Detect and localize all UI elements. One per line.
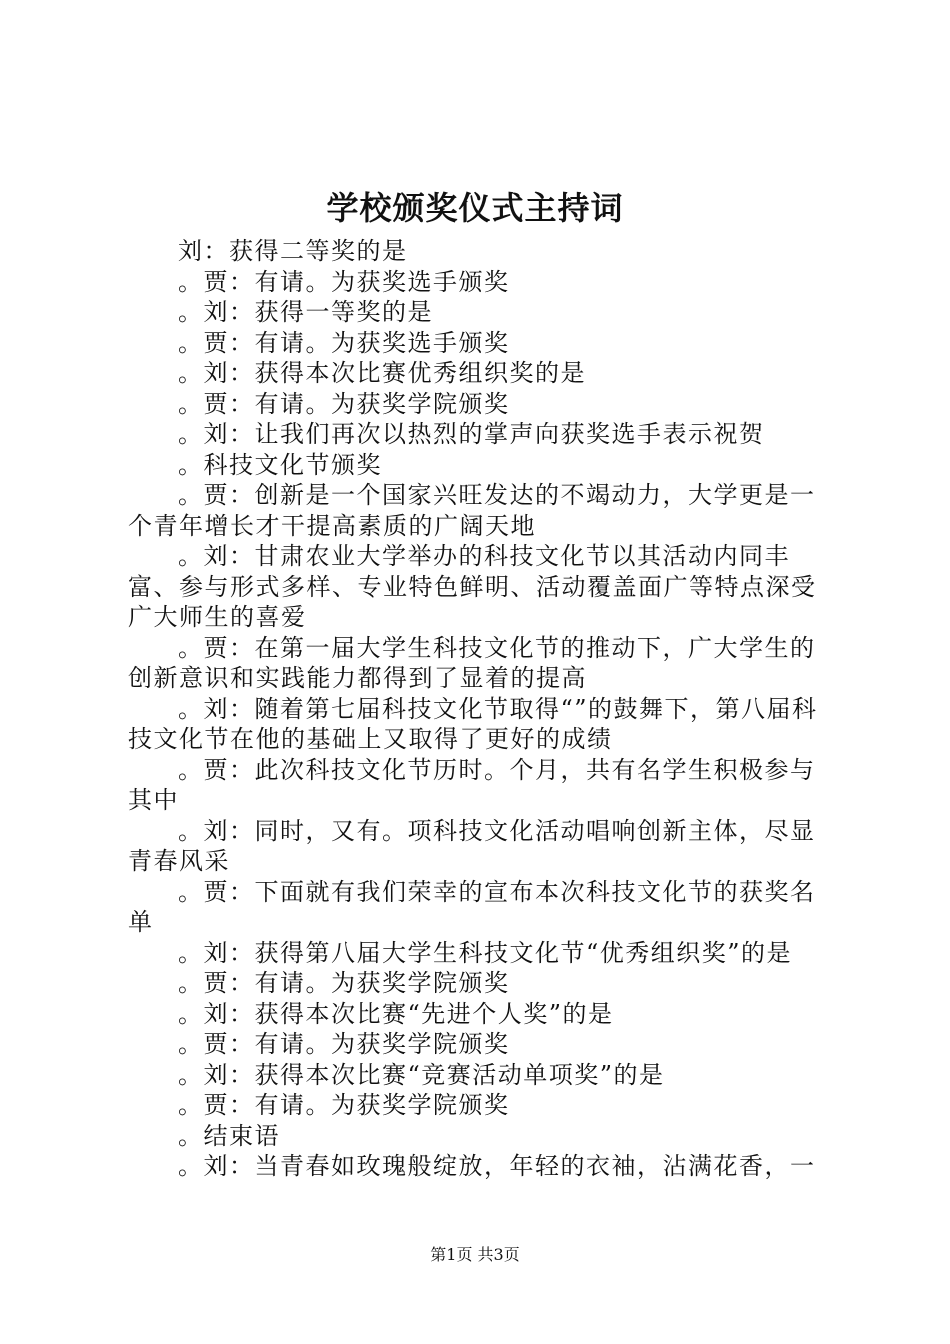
paragraph: 。刘：获得本次比赛“竞赛活动单项奖”的是 bbox=[178, 1060, 665, 1089]
paragraph: 。刘：获得第八届大学生科技文化节“优秀组织奖”的是 bbox=[178, 938, 793, 967]
document-body bbox=[128, 236, 828, 1182]
paragraph: 刘：获得二等奖的是 bbox=[178, 237, 408, 265]
paragraph: 。贾：在第一届大学生科技文化节的推动下，广大学生的创新意识和实践能力都得到了显着的提高 bbox=[128, 633, 816, 692]
paragraph: 。结束语 bbox=[178, 1121, 280, 1150]
paragraph: 。贾：有请。为获奖选手颁奖 bbox=[178, 328, 510, 357]
paragraph: 。刘：获得本次比赛优秀组织奖的是 bbox=[178, 359, 586, 387]
paragraph: 。贾：有请。为获奖学院颁奖 bbox=[178, 969, 510, 997]
paragraph: 。刘：让我们再次以热烈的掌声向获奖选手表示祝贺 bbox=[178, 420, 765, 448]
paragraph: 。贾：有请。为获奖学院颁奖 bbox=[178, 389, 510, 418]
document-title: 学校颁奖仪式主持词 bbox=[326, 189, 624, 227]
paragraph: 。刘：甘肃农业大学举办的科技文化节以其活动内同丰富、参与形式多样、专业特色鲜明、活动覆盖面广等特点深受广大师生的喜爱 bbox=[128, 542, 817, 631]
paragraph: 。贾：下面就有我们荣幸的宣布本次科技文化节的获奖名单 bbox=[128, 877, 816, 936]
paragraph: 。贾：有请。为获奖学院颁奖 bbox=[178, 1091, 510, 1119]
paragraph: 。科技文化节颁奖 bbox=[178, 450, 382, 479]
paragraph: 。刘：获得一等奖的是 bbox=[178, 298, 433, 326]
paragraph: 。贾：此次科技文化节历时。个月，共有名学生积极参与其中 bbox=[128, 755, 816, 814]
paragraph: 。贾：有请。为获奖学院颁奖 bbox=[178, 1030, 510, 1058]
paragraph: 。贾：创新是一个国家兴旺发达的不竭动力，大学更是一个青年增长才干提高素质的广阔天地 bbox=[128, 481, 816, 540]
paragraph: 。刘：当青春如玫瑰般绽放，年轻的衣袖，沾满花香，一 bbox=[178, 1152, 816, 1180]
paragraph: 。刘：同时，又有。项科技文化活动唱响创新主体，尽显青春风采 bbox=[128, 816, 816, 875]
paragraph: 。贾：有请。为获奖选手颁奖 bbox=[178, 267, 510, 296]
paragraph: 。刘：获得本次比赛“先进个人奖”的是 bbox=[178, 999, 614, 1028]
paragraph: 。刘：随着第七届科技文化节取得“”的鼓舞下，第八届科技文化节在他的基础上又取得了更好的成绩 bbox=[128, 694, 818, 753]
page-footer: 第1页 共3页 bbox=[430, 1245, 520, 1264]
